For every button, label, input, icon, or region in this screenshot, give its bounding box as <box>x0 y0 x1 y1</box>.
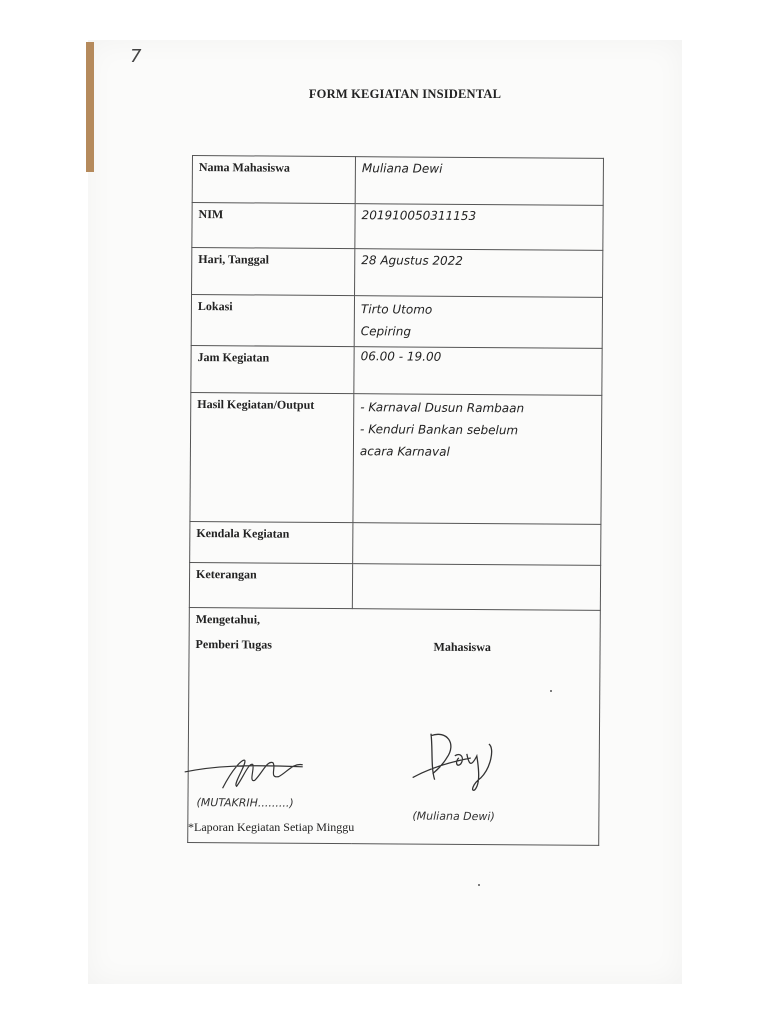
mengetahui-label: Mengetahui, <box>195 612 261 627</box>
label-lokasi: Lokasi <box>191 295 354 347</box>
speck <box>478 884 480 886</box>
label-nim: NIM <box>192 203 355 249</box>
value-kendala <box>353 523 601 566</box>
value-hasil <box>353 394 602 525</box>
value-jam: 06.00 - 19.00 <box>354 347 602 396</box>
row-hasil <box>190 392 602 524</box>
mahasiswa-label: Mahasiswa <box>433 639 491 655</box>
row-hari <box>192 248 603 298</box>
footnote: *Laporan Kegiatan Setiap Minggu <box>188 820 355 834</box>
value-lokasi <box>354 296 602 349</box>
label-jam: Jam Kegiatan <box>191 345 354 393</box>
hasil-line: - Karnaval Dusun Rambaan <box>360 400 525 416</box>
label-keterangan: Keterangan <box>189 562 352 608</box>
label-hasil: Hasil Kegiatan/Output <box>190 392 354 522</box>
lokasi-line: Tirto Utomo <box>360 302 433 317</box>
row-jam <box>191 345 602 395</box>
row-lokasi <box>191 295 602 349</box>
row-nim <box>192 203 603 251</box>
paper-edge-strip <box>86 42 94 172</box>
background-edge <box>0 0 86 1024</box>
row-keterangan <box>189 562 600 610</box>
form-title: FORM KEGIATAN INSIDENTAL <box>308 87 502 101</box>
value-nim: 201910050311153 <box>355 204 603 251</box>
pemberi-tugas-label: Pemberi Tugas <box>195 637 272 652</box>
activity-form-table <box>187 155 604 846</box>
lokasi-line: Cepiring <box>360 324 412 339</box>
student-name: (Muliana Dewi) <box>412 809 495 824</box>
row-signature <box>188 607 601 845</box>
supervisor-name: (MUTAKRIH.........) <box>196 796 294 810</box>
speck <box>550 690 552 692</box>
value-keterangan <box>352 564 600 611</box>
signature-cell <box>188 607 601 845</box>
label-hari: Hari, Tanggal <box>192 248 355 296</box>
hasil-line: - Kenduri Bankan sebelum <box>360 422 519 438</box>
row-kendala <box>190 521 601 565</box>
page-number-mark: 7 <box>130 46 142 67</box>
hasil-line: acara Karnaval <box>359 444 450 459</box>
value-hari: 28 Agustus 2022 <box>355 249 603 298</box>
supervisor-signature <box>183 748 323 799</box>
value-nama: Muliana Dewi <box>355 157 603 206</box>
row-nama <box>192 156 603 206</box>
label-nama: Nama Mahasiswa <box>192 156 355 204</box>
label-kendala: Kendala Kegiatan <box>190 521 353 563</box>
student-signature <box>411 728 511 799</box>
